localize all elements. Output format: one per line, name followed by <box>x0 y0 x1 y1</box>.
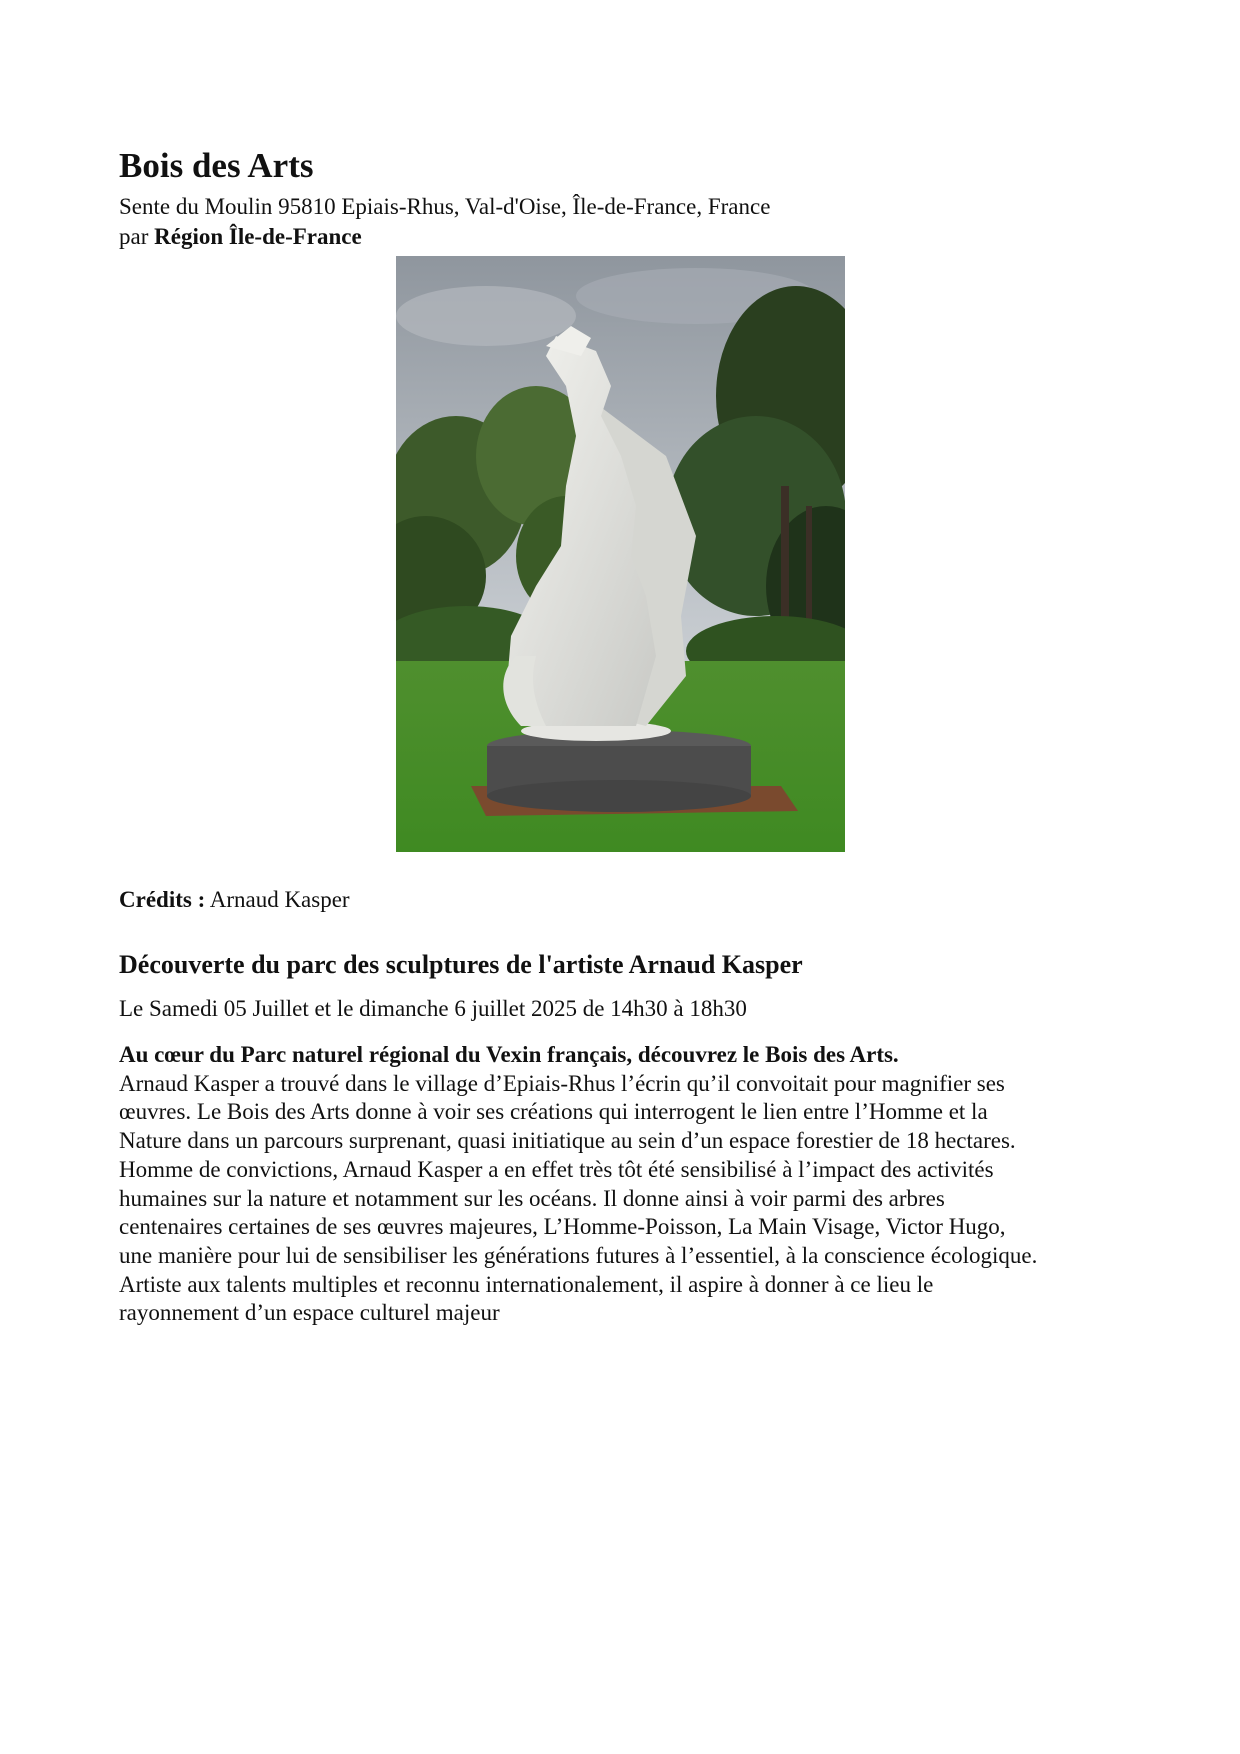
event-title: Découverte du parc des sculptures de l'artiste Arnaud Kasper <box>119 950 803 979</box>
byline-prefix: par <box>119 224 149 249</box>
event-description <box>119 1041 1129 1328</box>
credits-value: Arnaud Kasper <box>209 887 350 912</box>
byline <box>119 222 1129 252</box>
description-line: centenaires certaines de ses œuvres majeures, L’Homme-Poisson, La Main Visage, Victor Hugo, <box>119 1214 1006 1240</box>
photo-credits <box>119 885 350 915</box>
description-lead: Au cœur du Parc naturel régional du Vexin français, découvrez le Bois des Arts. <box>119 1042 899 1067</box>
description-line: rayonnement d’un espace culturel majeur <box>119 1300 500 1326</box>
description-line: Arnaud Kasper a trouvé dans le village d’Epiais-Rhus l’écrin qu’il convoitait pour magnifier ses <box>119 1070 1005 1096</box>
description-line: humaines sur la nature et notamment sur les océans. Il donne ainsi à voir parmi des arbres <box>119 1185 945 1211</box>
byline-author: Région Île-de-France <box>154 224 362 249</box>
event-dates: Le Samedi 05 Juillet et le dimanche 6 juillet 2025 de 14h30 à 18h30 <box>119 996 747 1021</box>
description-line: Nature dans un parcours surprenant, quasi initiatique au sein d’un espace forestier de 18 hectares. <box>119 1128 1016 1154</box>
sculpture-photo <box>396 256 845 852</box>
sculpture-photo-image <box>396 256 845 852</box>
description-line: une manière pour lui de sensibiliser les générations futures à l’essentiel, à la conscience écologique. <box>119 1242 1038 1268</box>
description-line: œuvres. Le Bois des Arts donne à voir ses créations qui interrogent le lien entre l’Homme et la <box>119 1099 988 1125</box>
document-page <box>119 140 1129 1326</box>
credits-label: Crédits : <box>119 887 206 912</box>
description-line: Homme de convictions, Arnaud Kasper a en effet très tôt été sensibilisé à l’impact des activités <box>119 1156 994 1182</box>
description-line: Artiste aux talents multiples et reconnu internationalement, il aspire à donner à ce lieu le <box>119 1271 934 1297</box>
page-title: Bois des Arts <box>119 146 314 185</box>
address: Sente du Moulin 95810 Epiais-Rhus, Val-d'Oise, Île-de-France, France <box>119 194 771 219</box>
